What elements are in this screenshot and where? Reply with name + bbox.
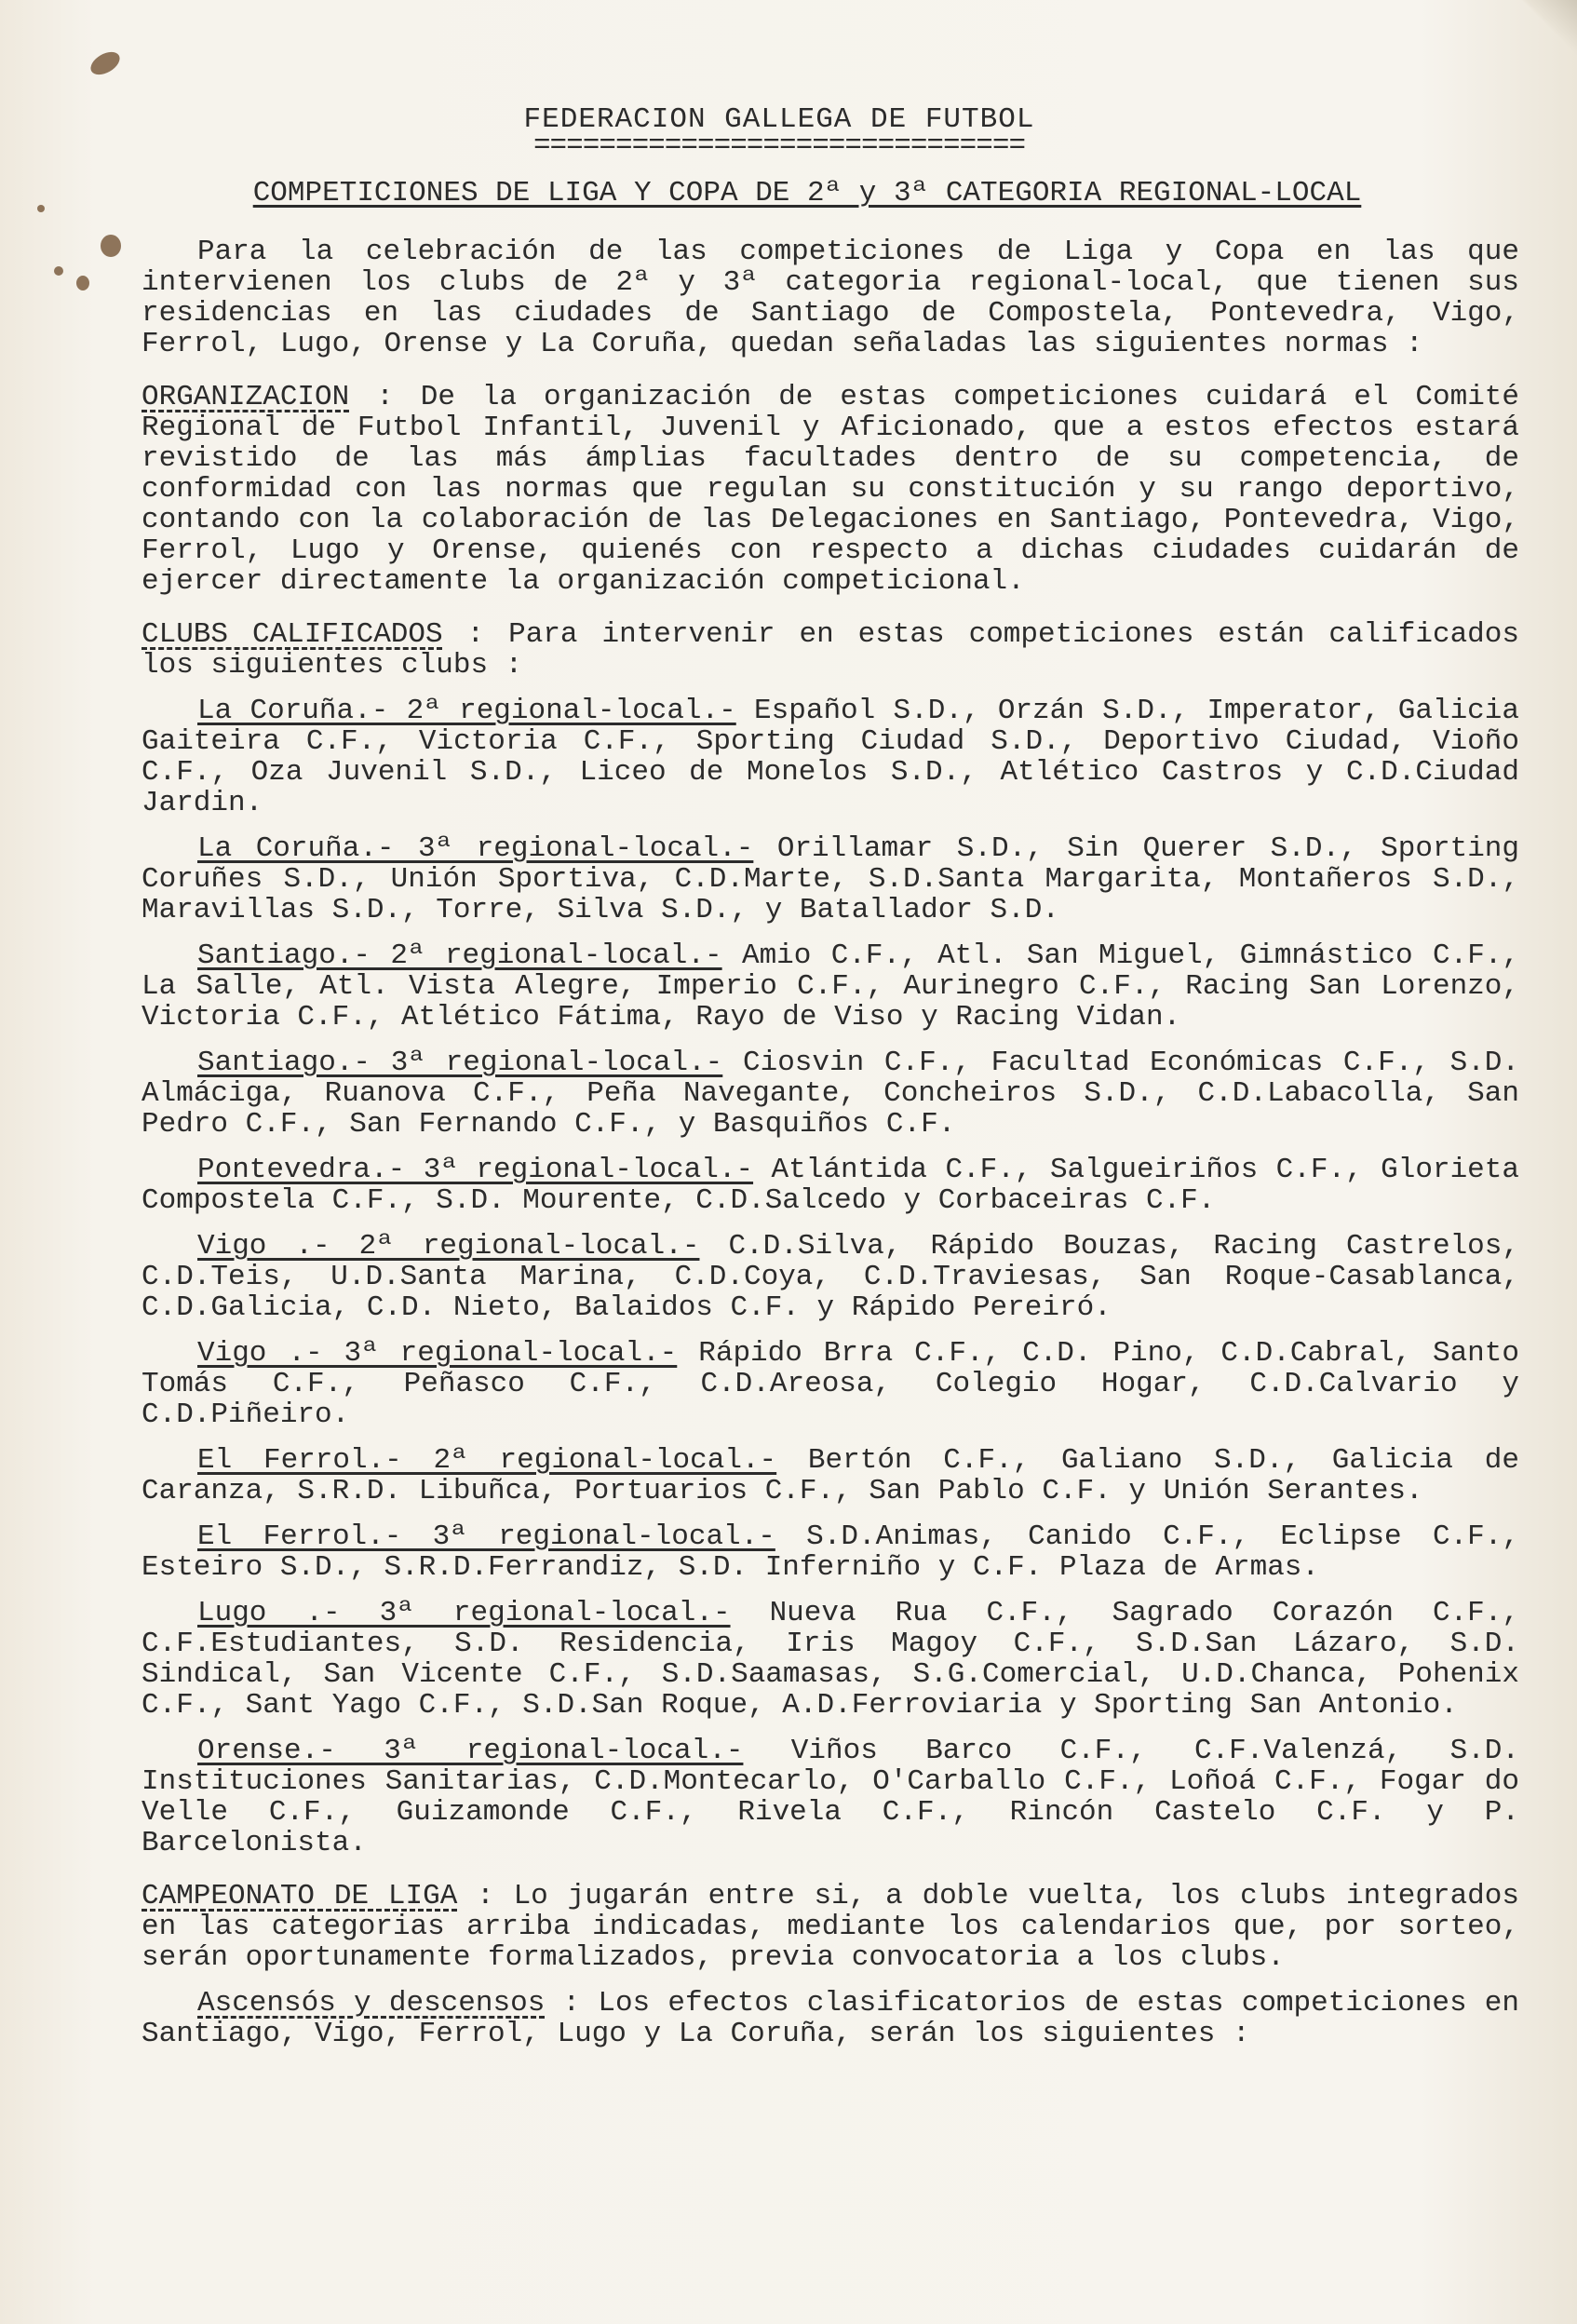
document-body: [142, 104, 1519, 2049]
club-names: Ciosvin C.F., Facultad Económicas C.F., S.D. Almáciga, Ruanova C.F., Peña Navegante, Concheiros S.D., C.D.Labacolla, San Pedro C.F., San Fernando C.F., y Basquiños C.F.: [142, 1047, 1520, 1141]
club-names: Amio C.F., Atl. San Miguel, Gimnástico C.F., La Salle, Atl. Vista Alegre, Imperio C.F., Aurinegro C.F., Racing San Lorenzo, Victoria C.F., Atlético Fátima, Rayo de Viso y Racing Vidan.: [142, 939, 1520, 1034]
club-names: Español S.D., Orzán S.D., Imperator, Galicia Gaiteira C.F., Victoria C.F., Sporting Ciudad S.D., Deportivo Ciudad, Vioño C.F., Oza Juvenil S.D., Liceo de Monelos S.D., Atlético Castros y C.D.Ciudad Jardin.: [142, 695, 1519, 819]
club-names: S.D.Animas, Canido C.F., Eclipse C.F., Esteiro S.D., S.R.D.Ferrandiz, S.D. Inferniño y C.F. Plaza de Armas.: [142, 1520, 1519, 1584]
clubs-calificados-text: : Para intervenir en estas competiciones están calificados los siguientes clubs :: [142, 618, 1519, 682]
organizacion-text: : De la organización de estas competiciones cuidará el Comité Regional de Futbol Infantil, Juvenil y Aficionado, que a estos efectos estará revistido de las más ámplias facultades dentro de su competencia, de conformidad con las normas que regulan su constitución y su rango deportivo, contando con la colaboración de las Delegaciones en Santiago, Pontevedra, Vigo, Ferrol, Lugo y Orense, quienés con respecto a dichas ciudades cuidarán de ejercer directamente la organización competicional.: [142, 381, 1519, 598]
club-list-item: [142, 1231, 1519, 1323]
header-title: FEDERACION GALLEGA DE FUTBOL: [523, 103, 1035, 136]
club-list-item: [142, 1736, 1519, 1858]
club-names: C.D.Silva, Rápido Bouzas, Racing Castrelos, C.D.Teis, U.D.Santa Marina, C.D.Coya, C.D.Traviesas, San Roque-Casablanca, C.D.Galicia, C.D. Nieto, Balaidos C.F. y Rápido Pereiró.: [142, 1230, 1519, 1324]
club-names: Bertón C.F., Galiano S.D., Galicia de Caranza, S.R.D. Libuñca, Portuarios C.F., San Pablo C.F. y Unión Serantes.: [142, 1444, 1519, 1507]
club-category: Vigo .- 3ª regional-local.-: [197, 1337, 678, 1370]
ink-stain: [37, 205, 45, 212]
organizacion-heading: ORGANIZACION: [142, 381, 350, 413]
header-rule: ==============================: [532, 137, 1026, 155]
club-list-item: [142, 1047, 1519, 1140]
club-category: El Ferrol.- 2ª regional-local.-: [197, 1444, 777, 1477]
organizacion-paragraph: [142, 382, 1519, 597]
club-names: Orillamar S.D., Sin Querer S.D., Sporting Coruñes S.D., Unión Sportiva, C.D.Marte, S.D.Santa Margarita, Montañeros S.D., Maravillas S.D., Torre, Silva S.D., y Batallador S.D.: [142, 832, 1519, 926]
club-category: Santiago.- 3ª regional-local.-: [197, 1047, 723, 1079]
club-names: Nueva Rua C.F., Sagrado Corazón C.F., C.F.Estudiantes, S.D. Residencia, Iris Magoy C.F., S.D.San Lázaro, S.D. Sindical, San Vicente C.F., S.D.Saamasas, S.G.Comercial, U.D.Chanca, Pohenix C.F., Sant Yago C.F., S.D.San Roque, A.D.Ferroviaria y Sporting San Antonio.: [142, 1597, 1519, 1722]
club-names: Rápido Brra C.F., C.D. Pino, C.D.Cabral, Santo Tomás C.F., Peñasco C.F., C.D.Areosa, Colegio Hogar, C.D.Calvario y C.D.Piñeiro.: [142, 1337, 1519, 1431]
ink-stain: [101, 235, 121, 257]
clubs-calificados-paragraph: [142, 619, 1519, 681]
ascensos-paragraph: [142, 1988, 1519, 2049]
club-category: El Ferrol.- 3ª regional-local.-: [197, 1520, 775, 1553]
ascensos-heading: Ascensós y descensos: [197, 1987, 546, 2020]
intro-paragraph: Para la celebración de las competiciones de Liga y Copa en las que intervienen los clubs de 2ª y 3ª categoria regional-local, que tienen sus residencias en las ciudades de Santiago de Compostela, Pontevedra, Vigo, Ferrol, Lugo, Orense y La Coruña, quedan señaladas las siguientes normas :: [142, 236, 1519, 360]
document-subtitle: [95, 178, 1519, 209]
club-category: Santiago.- 2ª regional-local.-: [197, 939, 722, 972]
club-category: La Coruña.- 3ª regional-local.-: [197, 832, 754, 865]
page-fold: [1521, 0, 1577, 56]
club-list-item: [142, 1598, 1519, 1721]
campeonato-liga-text: : Lo jugarán entre si, a doble vuelta, los clubs integrados en las categorias arriba indicadas, mediante los calendarios que, por sorteo, serán oportunamente formalizados, previa convocatoria a los clubs.: [142, 1880, 1519, 1974]
ink-stain: [54, 266, 63, 276]
club-list-item: [142, 1521, 1519, 1583]
campeonato-liga-paragraph: [142, 1881, 1519, 1973]
club-category: Pontevedra.- 3ª regional-local.-: [197, 1154, 754, 1186]
club-category: Vigo .- 2ª regional-local.-: [197, 1230, 700, 1263]
campeonato-liga-heading: CAMPEONATO DE LIGA: [142, 1880, 458, 1912]
club-list-item: [142, 940, 1519, 1033]
ascensos-text: : Los efectos clasificatorios de estas competiciones en Santiago, Vigo, Ferrol, Lugo y La Coruña, serán los siguientes :: [142, 1987, 1519, 2050]
club-list-item: [142, 696, 1519, 818]
club-list-item: [142, 1155, 1519, 1216]
club-list-item: [142, 833, 1519, 926]
club-category: Orense.- 3ª regional-local.-: [197, 1735, 744, 1767]
club-category: La Coruña.- 2ª regional-local.-: [197, 695, 736, 727]
club-list-item: [142, 1445, 1519, 1507]
club-list-item: [142, 1338, 1519, 1430]
clubs-calificados-heading: CLUBS CALIFICADOS: [142, 618, 443, 651]
club-names: Viños Barco C.F., C.F.Valenzá, S.D. Instituciones Sanitarias, C.D.Montecarlo, O'Carballo C.F., Loñoá C.F., Fogar do Velle C.F., Guizamonde C.F., Rivela C.F., Rincón Castelo C.F. y P. Barcelonista.: [142, 1735, 1519, 1859]
subtitle-text: COMPETICIONES DE LIGA Y COPA DE 2ª y 3ª CATEGORIA REGIONAL-LOCAL: [252, 177, 1362, 209]
club-category: Lugo .- 3ª regional-local.-: [197, 1597, 731, 1629]
club-names: Atlántida C.F., Salgueiriños C.F., Glorieta Compostela C.F., S.D. Mourente, C.D.Salcedo y Corbaceiras C.F.: [142, 1154, 1519, 1217]
ink-stain: [76, 276, 89, 290]
ink-stain: [87, 47, 123, 79]
